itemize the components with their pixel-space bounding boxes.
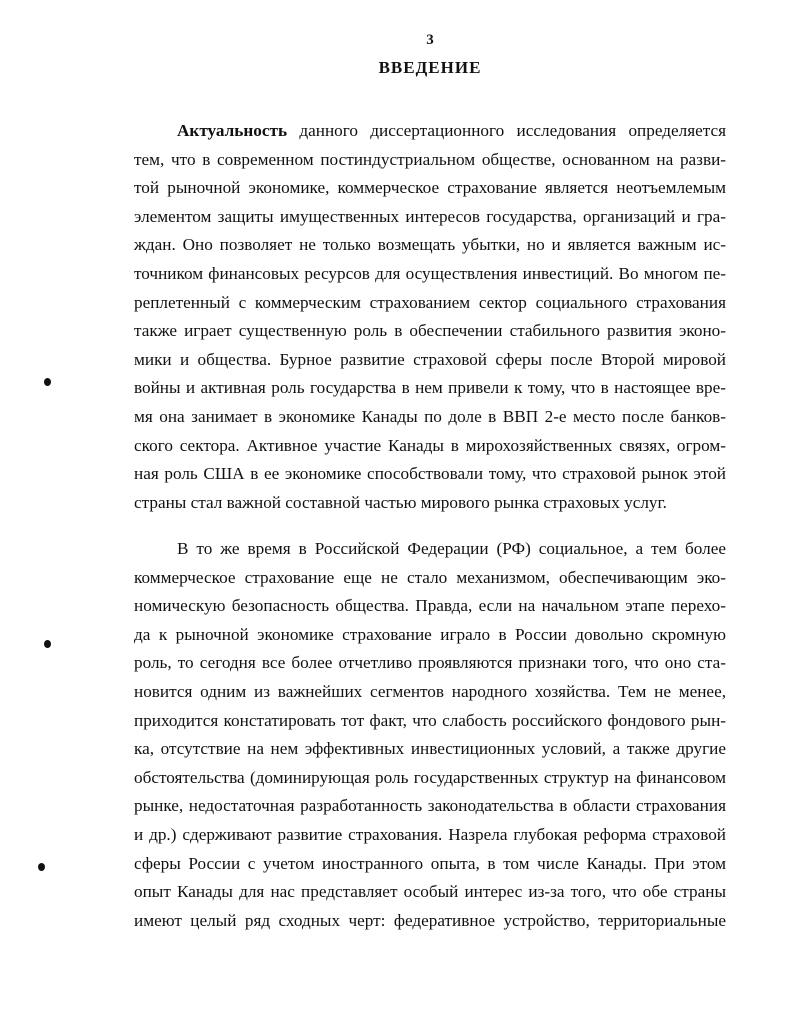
paragraph-line: обстоятельства (доминирующая роль государственных структур на финансовом — [134, 767, 726, 787]
paragraph-line: мики и общества. Бурное развитие страховой сферы после Второй мировой — [134, 349, 726, 369]
paragraph-line: ка, отсутствие на нем эффективных инвестиционных условий, а также другие — [134, 739, 726, 759]
paragraph-line: В то же время в Российской Федерации (РФ) социальное, а тем более — [177, 539, 726, 558]
paragraph-line: имеют целый ряд сходных черт: федеративное устройство, территориальные — [134, 910, 726, 930]
paragraph-line: ная роль США в ее экономике способствовали тому, что страховой рынок этой — [134, 464, 726, 484]
paragraph-line: войны и активная роль государства в нем привели к тому, что в настоящее вре- — [134, 378, 726, 398]
page-title: ВВЕДЕНИЕ — [378, 58, 482, 77]
paragraph-line: точником финансовых ресурсов для осуществления инвестиций. Во многом пе- — [134, 263, 726, 283]
paragraph-line: и др.) сдерживают развитие страхования. Назрела глубокая реформа страховой — [134, 824, 726, 844]
paragraph-line: коммерческое страхование еще не стало механизмом, обеспечивающим эко- — [134, 567, 726, 587]
paragraph-line: реплетенный с коммерческим страхованием сектор социального страхования — [134, 292, 726, 312]
bold-term: Актуальность — [177, 121, 288, 140]
paragraph-line: сферы России с учетом иностранного опыта, в том числе Канады. При этом — [134, 853, 726, 873]
binding-hole-mark — [38, 863, 45, 871]
paragraph-line: ского сектора. Активное участие Канады в мирохозяйственных связях, огром- — [134, 435, 726, 455]
paragraph-line: опыт Канады для нас представляет особый интерес из-за того, что обе страны — [134, 882, 726, 902]
paragraph-line: тем, что в современном постиндустриальном обществе, основанном на разви- — [134, 149, 726, 169]
paragraph-line — [134, 117, 726, 146]
paragraph-relevance — [134, 117, 726, 517]
paragraph-line: номическую безопасность общества. Правда, если на начальном этапе перехо- — [134, 596, 726, 616]
paragraph-line: мя она занимает в экономике Канады по доле в ВВП 2-е место после банков- — [134, 406, 726, 426]
page-number: 3 — [426, 32, 434, 48]
paragraph-line: рынке, недостаточная разработанность законодательства в области страхования — [134, 796, 726, 816]
binding-hole-mark — [44, 640, 51, 648]
binding-hole-mark — [44, 378, 51, 386]
paragraph-line: роль, то сегодня все более отчетливо проявляются признаки того, что оно ста- — [134, 653, 726, 673]
paragraph-russia — [134, 535, 726, 935]
paragraph-line: да к рыночной экономике страхование играло в России довольно скромную — [134, 624, 726, 644]
line-text: данного диссертационного исследования определяется — [287, 121, 726, 140]
paragraph-line: страны стал важной составной частью мирового рынка страховых услуг. — [134, 492, 667, 512]
paragraph-line: той рыночной экономике, коммерческое страхование является неотъемлемым — [134, 178, 726, 198]
paragraph-line: элементом защиты имущественных интересов государства, организаций и гра- — [134, 206, 726, 226]
paragraph-line: также играет существенную роль в обеспечении стабильного развития эконо- — [134, 321, 726, 341]
paragraph-line: приходится констатировать тот факт, что слабость российского фондового рын- — [134, 710, 726, 730]
paragraph-line: новится одним из важнейших сегментов народного хозяйства. Тем не менее, — [134, 681, 726, 701]
paragraph-line: ждан. Оно позволяет не только возмещать убытки, но и является важным ис- — [134, 235, 726, 255]
